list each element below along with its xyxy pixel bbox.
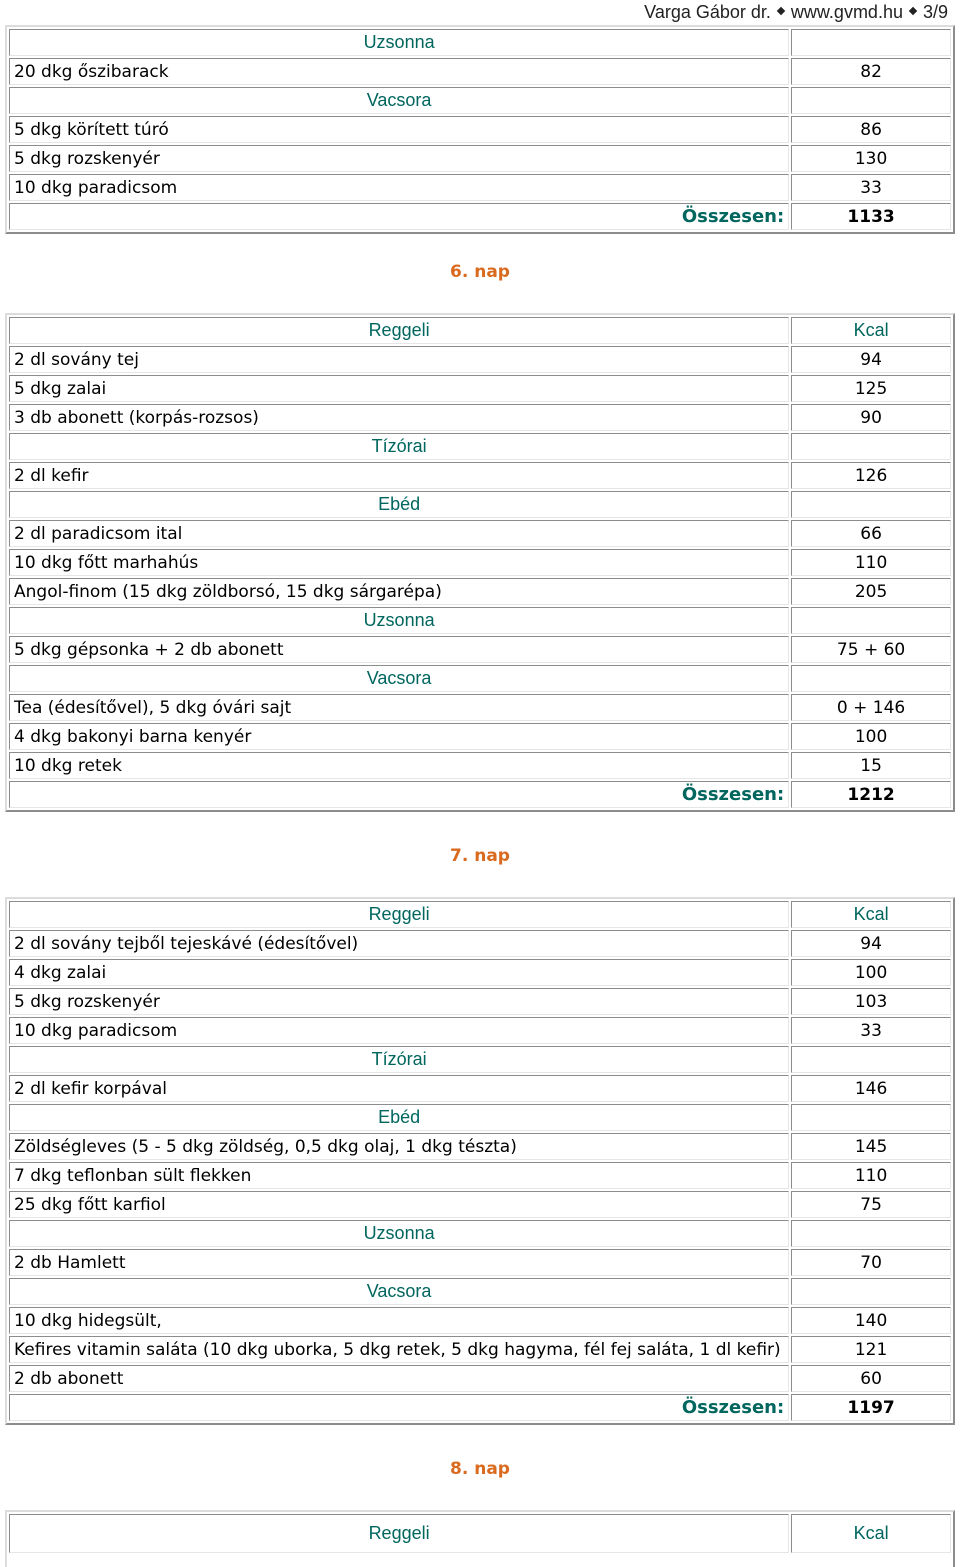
food-item-row bbox=[9, 346, 951, 373]
food-item-name: Zöldségleves (5 - 5 dkg zöldség, 0,5 dkg olaj, 1 dkg tészta) bbox=[9, 1133, 789, 1160]
food-item-row bbox=[9, 1162, 951, 1189]
meal-title: Reggeli bbox=[9, 317, 789, 344]
meal-title: Vacsora bbox=[9, 665, 789, 692]
food-item-kcal: 94 bbox=[791, 346, 951, 373]
kcal-column-header: Kcal bbox=[791, 317, 951, 344]
food-item-name: 2 db abonett bbox=[9, 1365, 789, 1392]
kcal-column-header: Kcal bbox=[791, 901, 951, 928]
food-item-name: 10 dkg paradicsom bbox=[9, 1017, 789, 1044]
food-item-row bbox=[9, 462, 951, 489]
food-item-kcal: 94 bbox=[791, 930, 951, 957]
food-item-row bbox=[9, 1336, 951, 1363]
kcal-column-header: Kcal bbox=[791, 1514, 951, 1553]
food-item-kcal: 100 bbox=[791, 723, 951, 750]
meal-header-row bbox=[9, 29, 951, 56]
diamond-bullet-icon bbox=[777, 7, 785, 15]
meal-title: Vacsora bbox=[9, 1278, 789, 1305]
food-item-kcal: 33 bbox=[791, 1017, 951, 1044]
kcal-column-header bbox=[791, 1220, 951, 1247]
meal-header-row bbox=[9, 87, 951, 114]
meal-title: Tízórai bbox=[9, 1046, 789, 1073]
total-row bbox=[9, 203, 951, 230]
total-kcal: 1133 bbox=[791, 203, 951, 230]
day-5-menu-table bbox=[5, 25, 955, 234]
meal-header-row bbox=[9, 1220, 951, 1247]
food-item-row bbox=[9, 1365, 951, 1392]
total-row bbox=[9, 781, 951, 808]
day-8-menu-table bbox=[5, 1510, 955, 1567]
meal-header-row bbox=[9, 1278, 951, 1305]
food-item-row bbox=[9, 578, 951, 605]
meal-title: Uzsonna bbox=[9, 29, 789, 56]
food-item-kcal: 103 bbox=[791, 988, 951, 1015]
food-item-row bbox=[9, 930, 951, 957]
food-item-row bbox=[9, 988, 951, 1015]
food-item-name: 7 dkg teflonban sült flekken bbox=[9, 1162, 789, 1189]
meal-header-row bbox=[9, 1104, 951, 1131]
day-7-title: 7. nap bbox=[450, 846, 510, 866]
food-item-row bbox=[9, 174, 951, 201]
food-item-name: 5 dkg rozskenyér bbox=[9, 145, 789, 172]
food-item-row bbox=[9, 1133, 951, 1160]
kcal-column-header bbox=[791, 665, 951, 692]
food-item-kcal: 60 bbox=[791, 1365, 951, 1392]
kcal-column-header bbox=[791, 87, 951, 114]
food-item-kcal: 130 bbox=[791, 145, 951, 172]
food-item-kcal: 121 bbox=[791, 1336, 951, 1363]
kcal-column-header bbox=[791, 607, 951, 634]
food-item-row bbox=[9, 1191, 951, 1218]
meal-header-row bbox=[9, 665, 951, 692]
site-url: www.gvmd.hu bbox=[790, 2, 903, 22]
food-item-row bbox=[9, 549, 951, 576]
food-item-kcal: 126 bbox=[791, 462, 951, 489]
food-item-kcal: 75 bbox=[791, 1191, 951, 1218]
page-header bbox=[644, 0, 948, 24]
meal-title: Ebéd bbox=[9, 1104, 789, 1131]
food-item-name: 2 dl kefir korpával bbox=[9, 1075, 789, 1102]
diamond-bullet-icon bbox=[909, 7, 917, 15]
food-item-name: 25 dkg főtt karfiol bbox=[9, 1191, 789, 1218]
food-item-kcal: 125 bbox=[791, 375, 951, 402]
kcal-column-header bbox=[791, 1046, 951, 1073]
food-item-kcal: 0 + 146 bbox=[791, 694, 951, 721]
food-item-name: 2 dl sovány tejből tejeskávé (édesítővel) bbox=[9, 930, 789, 957]
food-item-row bbox=[9, 116, 951, 143]
food-item-kcal: 33 bbox=[791, 174, 951, 201]
day-7-menu-table bbox=[5, 897, 955, 1425]
food-item-kcal: 90 bbox=[791, 404, 951, 431]
food-item-kcal: 75 + 60 bbox=[791, 636, 951, 663]
food-item-kcal: 205 bbox=[791, 578, 951, 605]
food-item-name: Angol-finom (15 dkg zöldborsó, 15 dkg sárgarépa) bbox=[9, 578, 789, 605]
meal-header-row bbox=[9, 1046, 951, 1073]
meal-header-row bbox=[9, 317, 951, 344]
food-item-name: 5 dkg rozskenyér bbox=[9, 988, 789, 1015]
food-item-name: 4 dkg zalai bbox=[9, 959, 789, 986]
kcal-column-header bbox=[791, 1104, 951, 1131]
total-kcal: 1212 bbox=[791, 781, 951, 808]
meal-title: Reggeli bbox=[9, 1514, 789, 1553]
food-item-row bbox=[9, 404, 951, 431]
food-item-kcal: 82 bbox=[791, 58, 951, 85]
food-item-kcal: 86 bbox=[791, 116, 951, 143]
food-item-name: 2 dl paradicsom ital bbox=[9, 520, 789, 547]
food-item-name: 5 dkg gépsonka + 2 db abonett bbox=[9, 636, 789, 663]
food-item-name: 10 dkg retek bbox=[9, 752, 789, 779]
food-item-name: 5 dkg zalai bbox=[9, 375, 789, 402]
food-item-name: 5 dkg körített túró bbox=[9, 116, 789, 143]
day-8-title: 8. nap bbox=[450, 1459, 510, 1479]
food-item-row bbox=[9, 1249, 951, 1276]
day-6-menu-table bbox=[5, 313, 955, 812]
food-item-kcal: 15 bbox=[791, 752, 951, 779]
total-row bbox=[9, 1394, 951, 1421]
food-item-row bbox=[9, 58, 951, 85]
food-item-name: 4 dkg bakonyi barna kenyér bbox=[9, 723, 789, 750]
food-item-name: Kefires vitamin saláta (10 dkg uborka, 5 dkg retek, 5 dkg hagyma, fél fej saláta, 1 dl kefir) bbox=[9, 1336, 789, 1363]
food-item-name: 20 dkg őszibarack bbox=[9, 58, 789, 85]
food-item-kcal: 145 bbox=[791, 1133, 951, 1160]
meal-title: Vacsora bbox=[9, 87, 789, 114]
page-number: 3/9 bbox=[922, 2, 948, 22]
meal-title: Tízórai bbox=[9, 433, 789, 460]
food-item-name: 2 dl sovány tej bbox=[9, 346, 789, 373]
food-item-row bbox=[9, 1307, 951, 1334]
author-name: Varga Gábor dr. bbox=[644, 2, 771, 22]
meal-header-row bbox=[9, 1514, 951, 1553]
total-label: Összesen: bbox=[9, 781, 789, 808]
food-item-row bbox=[9, 1075, 951, 1102]
food-item-row bbox=[9, 752, 951, 779]
food-item-row bbox=[9, 145, 951, 172]
food-item-row bbox=[9, 723, 951, 750]
meal-title: Reggeli bbox=[9, 901, 789, 928]
meal-title: Ebéd bbox=[9, 491, 789, 518]
kcal-column-header bbox=[791, 491, 951, 518]
food-item-row bbox=[9, 1017, 951, 1044]
food-item-name: 10 dkg paradicsom bbox=[9, 174, 789, 201]
meal-header-row bbox=[9, 607, 951, 634]
day-6-title: 6. nap bbox=[450, 262, 510, 282]
total-label: Összesen: bbox=[9, 203, 789, 230]
food-item-kcal: 110 bbox=[791, 1162, 951, 1189]
food-item-kcal: 146 bbox=[791, 1075, 951, 1102]
kcal-column-header bbox=[791, 433, 951, 460]
food-item-row bbox=[9, 959, 951, 986]
food-item-kcal: 66 bbox=[791, 520, 951, 547]
meal-header-row bbox=[9, 491, 951, 518]
kcal-column-header bbox=[791, 29, 951, 56]
food-item-name: Tea (édesítővel), 5 dkg óvári sajt bbox=[9, 694, 789, 721]
kcal-column-header bbox=[791, 1278, 951, 1305]
total-label: Összesen: bbox=[9, 1394, 789, 1421]
food-item-name: 2 db Hamlett bbox=[9, 1249, 789, 1276]
food-item-name: 10 dkg főtt marhahús bbox=[9, 549, 789, 576]
food-item-name: 10 dkg hidegsült, bbox=[9, 1307, 789, 1334]
food-item-name: 3 db abonett (korpás-rozsos) bbox=[9, 404, 789, 431]
food-item-kcal: 70 bbox=[791, 1249, 951, 1276]
food-item-row bbox=[9, 694, 951, 721]
food-item-kcal: 110 bbox=[791, 549, 951, 576]
food-item-name: 2 dl kefir bbox=[9, 462, 789, 489]
food-item-kcal: 140 bbox=[791, 1307, 951, 1334]
meal-header-row bbox=[9, 433, 951, 460]
total-kcal: 1197 bbox=[791, 1394, 951, 1421]
meal-title: Uzsonna bbox=[9, 1220, 789, 1247]
food-item-row bbox=[9, 636, 951, 663]
meal-header-row bbox=[9, 901, 951, 928]
food-item-kcal: 100 bbox=[791, 959, 951, 986]
food-item-row bbox=[9, 375, 951, 402]
food-item-row bbox=[9, 520, 951, 547]
meal-title: Uzsonna bbox=[9, 607, 789, 634]
